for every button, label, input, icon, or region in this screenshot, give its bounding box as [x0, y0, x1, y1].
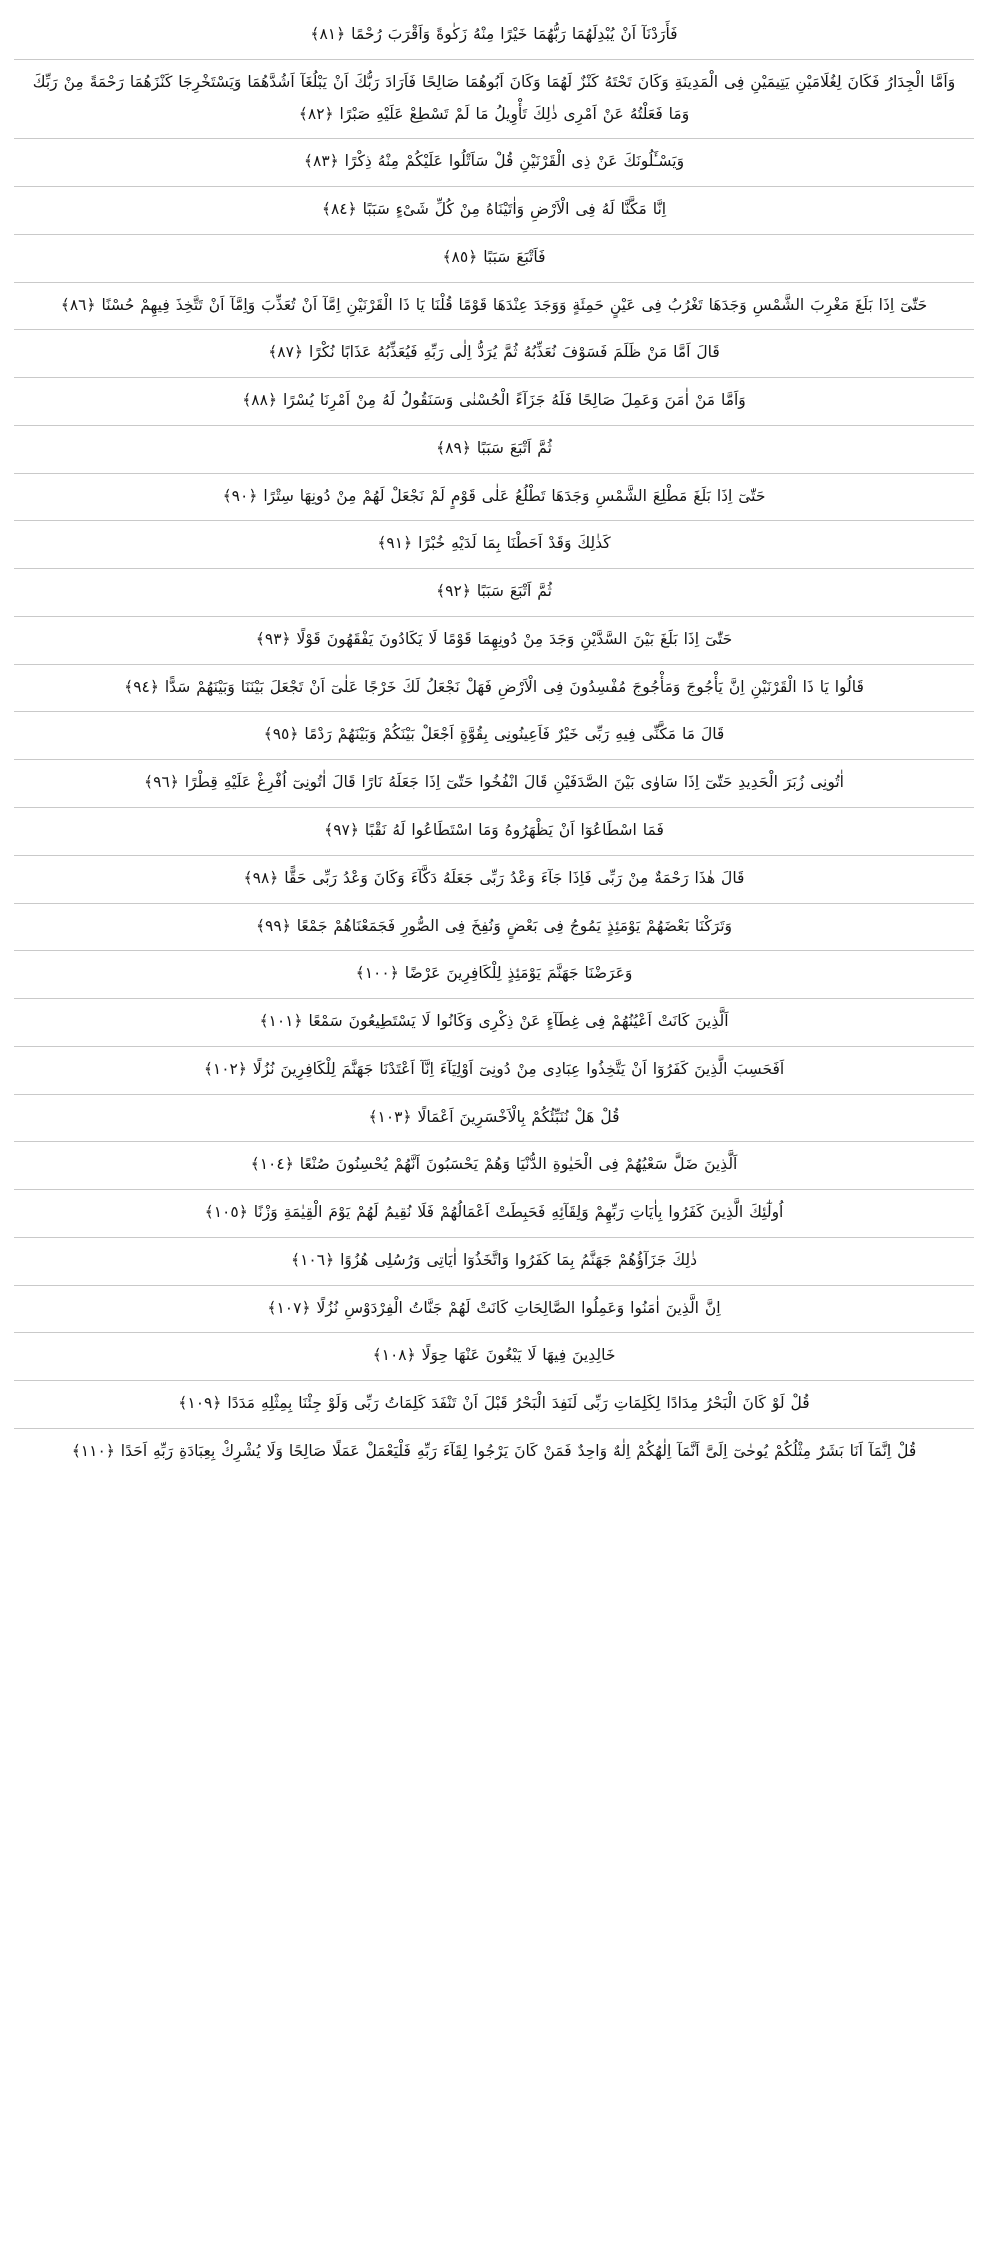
verse-row [14, 1332, 974, 1380]
verse-row [14, 1141, 974, 1189]
verse-text: اَلَّذِينَ ضَلَّ سَعْيُهُمْ فِى الْحَيٰوةِ الدُّنْيَا وَهُمْ يَحْسَبُونَ اَنَّهُمْ يُحْسِنُونَ صُنْعًا ﴿١٠٤﴾ [250, 1155, 738, 1174]
verse-text: وَيَسْـَٔلُونَكَ عَنْ ذِى الْقَرْنَيْنِ قُلْ سَاَتْلُوا عَلَيْكُمْ مِنْهُ ذِكْرًا ﴿٨٣﴾ [303, 152, 685, 171]
verse-row [14, 234, 974, 282]
verse-row [14, 568, 974, 616]
verse-text: قَالَ مَا مَكَّنِّى فِيهِ رَبِّى خَيْرٌ فَاَعِينُونِى بِقُوَّةٍ اَجْعَلْ بَيْنَكُمْ وَبَيْنَهُمْ رَدْمًا ﴿٩٥﴾ [263, 725, 725, 744]
verse-text: حَتّٰىٓ اِذَا بَلَغَ مَطْلِعَ الشَّمْسِ وَجَدَهَا تَطْلُعُ عَلٰى قَوْمٍ لَمْ نَجْعَلْ لَهُمْ مِنْ دُونِهَا سِتْرًا ﴿٩٠﴾ [222, 486, 766, 505]
verse-text: قُلْ لَوْ كَانَ الْبَحْرُ مِدَادًا لِكَلِمَاتِ رَبِّى لَنَفِدَ الْبَحْرُ قَبْلَ اَنْ تَنْفَدَ كَلِمَاتُ رَبِّى وَلَوْ جِئْنَا بِمِثْلِهِ مَدَدًا ﴿١٠٩﴾ [178, 1394, 810, 1413]
verse-text: اُولٰٓئِكَ الَّذِينَ كَفَرُوا بِاٰيَاتِ رَبِّهِمْ وَلِقَآئِهِ فَحَبِطَتْ اَعْمَالُهُمْ فَلَا نُقِيمُ لَهُمْ يَوْمَ الْقِيٰمَةِ وَزْنًا ﴿١٠٥﴾ [204, 1203, 784, 1222]
verse-row [14, 12, 974, 59]
verse-row [14, 59, 974, 139]
verse-row [14, 1189, 974, 1237]
verse-text: كَذٰلِكَ وَقَدْ اَحَطْنَا بِمَا لَدَيْهِ خُبْرًا ﴿٩١﴾ [377, 534, 611, 553]
verse-text: ثُمَّ اَتْبَعَ سَبَبًا ﴿٨٩﴾ [436, 438, 552, 457]
verse-row [14, 1380, 974, 1428]
verse-row [14, 807, 974, 855]
verse-text: قَالُوا يَا ذَا الْقَرْنَيْنِ اِنَّ يَأْجُوجَ وَمَأْجُوجَ مُفْسِدُونَ فِى الْاَرْضِ فَهَلْ نَجْعَلُ لَكَ خَرْجًا عَلٰىٓ اَنْ تَجْعَلَ بَيْنَنَا وَبَيْنَهُمْ سَدًّا ﴿٩٤﴾ [124, 677, 864, 696]
verse-text: اِنَّ الَّذِينَ اٰمَنُوا وَعَمِلُوا الصَّالِحَاتِ كَانَتْ لَهُمْ جَنَّاتُ الْفِرْدَوْسِ نُزُلًا ﴿١٠٧﴾ [267, 1298, 721, 1317]
verse-text: اَلَّذِينَ كَانَتْ اَعْيُنُهُمْ فِى غِطَآءٍ عَنْ ذِكْرِى وَكَانُوا لَا يَسْتَطِيعُونَ سَمْعًا ﴿١٠١﴾ [259, 1012, 729, 1031]
verse-text: اِنَّا مَكَّنَّا لَهُ فِى الْاَرْضِ وَاٰتَيْنَاهُ مِنْ كُلِّ شَىْءٍ سَبَبًا ﴿٨٤﴾ [321, 200, 667, 219]
verse-text: وَاَمَّا مَنْ اٰمَنَ وَعَمِلَ صَالِحًا فَلَهُ جَزَآءً الْحُسْنٰى وَسَنَقُولُ لَهُ مِنْ اَمْرِنَا يُسْرًا ﴿٨٨﴾ [242, 391, 746, 410]
verse-row [14, 473, 974, 521]
verse-row [14, 1428, 974, 1476]
verse-text: ذٰلِكَ جَزَآؤُهُمْ جَهَنَّمُ بِمَا كَفَرُوا وَاتَّخَذُوٓا اٰيَاتِى وَرُسُلِى هُزُوًا ﴿١٠٦﴾ [290, 1250, 698, 1269]
verse-row [14, 903, 974, 951]
verse-row [14, 616, 974, 664]
verse-row [14, 1237, 974, 1285]
verse-text: خَالِدِينَ فِيهَا لَا يَبْغُونَ عَنْهَا حِوَلًا ﴿١٠٨﴾ [372, 1346, 616, 1365]
verse-text: ثُمَّ اَتْبَعَ سَبَبًا ﴿٩٢﴾ [436, 582, 552, 601]
verse-row [14, 664, 974, 712]
verse-list [14, 12, 974, 1476]
verse-row [14, 950, 974, 998]
verse-text: قَالَ اَمَّا مَنْ ظَلَمَ فَسَوْفَ نُعَذِّبُهُ ثُمَّ يُرَدُّ اِلٰى رَبِّهِ فَيُعَذِّبُهُ عَذَابًا نُكْرًا ﴿٨٧﴾ [268, 343, 720, 362]
verse-text: فَاَتْبَعَ سَبَبًا ﴿٨٥﴾ [442, 247, 546, 266]
verse-text: وَاَمَّا الْجِدَارُ فَكَانَ لِغُلَامَيْنِ يَتِيمَيْنِ فِى الْمَدِينَةِ وَكَانَ تَحْتَهُ كَنْزٌ لَهُمَا وَكَانَ اَبُوهُمَا صَالِحًا فَاَرَادَ رَبُّكَ اَنْ يَبْلُغَآ اَشُدَّهُمَا وَيَسْتَخْرِجَا كَنْزَهُمَا رَحْمَةً مِنْ رَبِّكَ وَمَا فَعَلْتُهُ عَنْ اَمْرِى ذٰلِكَ تَأْوِيلُ مَا لَمْ تَسْطِعْ عَلَيْهِ صَبْرًا ﴿٨٢﴾ [32, 72, 956, 123]
verse-text: فَأَرَدْنَآ اَنْ يُبْدِلَهُمَا رَبُّهُمَا خَيْرًا مِنْهُ زَكٰوةً وَاَقْرَبَ رُحْمًا ﴿٨١﴾ [310, 25, 678, 43]
verse-row [14, 1094, 974, 1142]
verse-row [14, 1046, 974, 1094]
verse-text: وَتَرَكْنَا بَعْضَهُمْ يَوْمَئِذٍ يَمُوجُ فِى بَعْضٍ وَنُفِخَ فِى الصُّورِ فَجَمَعْنَاهُمْ جَمْعًا ﴿٩٩﴾ [255, 916, 733, 935]
verse-text: وَعَرَضْنَا جَهَنَّمَ يَوْمَئِذٍ لِلْكَافِرِينَ عَرْضًا ﴿١٠٠﴾ [355, 964, 633, 983]
verse-text: اَفَحَسِبَ الَّذِينَ كَفَرُوٓا اَنْ يَتَّخِذُوا عِبَادِى مِنْ دُونِىٓ اَوْلِيَآءَ اِنَّآ اَعْتَدْنَا جَهَنَّمَ لِلْكَافِرِينَ نُزُلًا ﴿١٠٢﴾ [203, 1059, 785, 1078]
verse-row [14, 186, 974, 234]
verse-row [14, 711, 974, 759]
verse-text: حَتّٰىٓ اِذَا بَلَغَ بَيْنَ السَّدَّيْنِ وَجَدَ مِنْ دُونِهِمَا قَوْمًا لَا يَكَادُونَ يَفْقَهُونَ قَوْلًا ﴿٩٣﴾ [255, 629, 733, 648]
verse-row [14, 520, 974, 568]
verse-row [14, 138, 974, 186]
verse-row [14, 759, 974, 807]
verse-row [14, 855, 974, 903]
verse-text: قَالَ هٰذَا رَحْمَةٌ مِنْ رَبِّى فَاِذَا جَآءَ وَعْدُ رَبِّى جَعَلَهُ دَكَّآءَ وَكَانَ وَعْدُ رَبِّى حَقًّا ﴿٩٨﴾ [243, 868, 745, 887]
verse-row [14, 998, 974, 1046]
verse-text: فَمَا اسْطَاعُوٓا اَنْ يَظْهَرُوهُ وَمَا اسْتَطَاعُوا لَهُ نَقْبًا ﴿٩٧﴾ [324, 821, 664, 840]
verse-row [14, 377, 974, 425]
verse-text: قُلْ هَلْ نُنَبِّئُكُمْ بِالْاَخْسَرِينَ اَعْمَالًا ﴿١٠٣﴾ [368, 1107, 620, 1126]
verse-row [14, 1285, 974, 1333]
verse-row [14, 329, 974, 377]
verse-text: اٰتُونِى زُبَرَ الْحَدِيدِ حَتّٰىٓ اِذَا سَاوٰى بَيْنَ الصَّدَفَيْنِ قَالَ انْفُخُوا حَتّٰىٓ اِذَا جَعَلَهُ نَارًا قَالَ اٰتُونِىٓ اُفْرِغْ عَلَيْهِ قِطْرًا ﴿٩٦﴾ [144, 773, 844, 792]
verse-text: حَتّٰىٓ اِذَا بَلَغَ مَغْرِبَ الشَّمْسِ وَجَدَهَا تَغْرُبُ فِى عَيْنٍ حَمِئَةٍ وَوَجَدَ عِنْدَهَا قَوْمًا قُلْنَا يَا ذَا الْقَرْنَيْنِ اِمَّآ اَنْ تُعَذِّبَ وَاِمَّآ اَنْ تَتَّخِذَ فِيهِمْ حُسْنًا ﴿٨٦﴾ [60, 295, 928, 314]
verse-row [14, 425, 974, 473]
verse-text: قُلْ اِنَّمَآ اَنَا بَشَرٌ مِثْلُكُمْ يُوحٰىٓ اِلَىَّ اَنَّمَآ اِلٰهُكُمْ اِلٰهٌ وَاحِدٌ فَمَنْ كَانَ يَرْجُوا لِقَآءَ رَبِّهِ فَلْيَعْمَلْ عَمَلًا صَالِحًا وَلَا يُشْرِكْ بِعِبَادَةِ رَبِّهِ اَحَدًا ﴿١١٠﴾ [71, 1441, 917, 1460]
verse-row [14, 282, 974, 330]
